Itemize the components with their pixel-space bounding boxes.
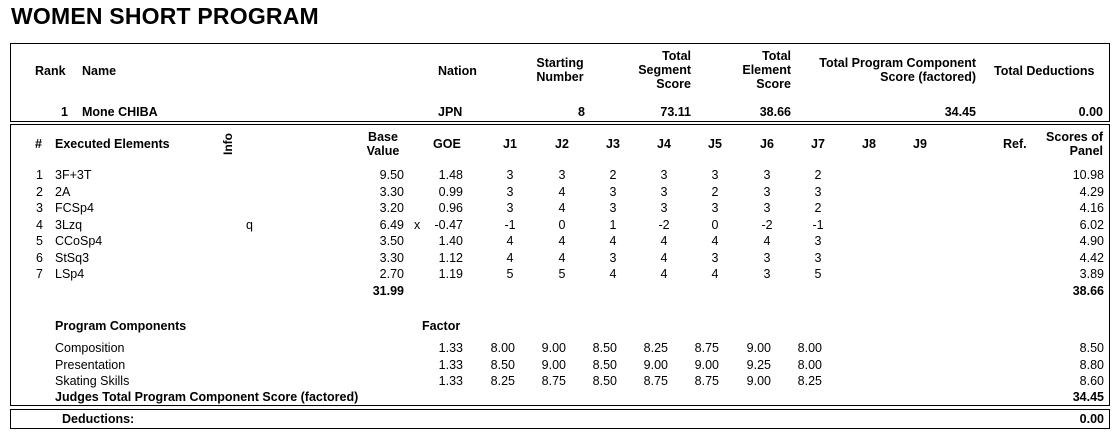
page-title: WOMEN SHORT PROGRAM (11, 3, 319, 29)
element-judge-score: 3 (814, 184, 822, 199)
component-judge-score: 9.00 (746, 374, 771, 388)
header-judge-4: J4 (657, 137, 671, 151)
component-judge-score: 8.00 (797, 341, 822, 355)
header-starting-number-line1: Starting (536, 56, 584, 70)
components-total-label: Judges Total Program Component Score (factored) (55, 390, 359, 404)
element-judge-score: 3 (506, 201, 514, 215)
element-goe: 1.48 (438, 168, 463, 182)
component-judge-score: 8.75 (643, 374, 668, 388)
element-judge-score: 4 (558, 234, 566, 248)
header-info: Info (221, 133, 235, 155)
element-num: 2 (36, 184, 43, 199)
element-judge-score: 3 (609, 184, 617, 199)
header-tss-line2: Segment (638, 63, 691, 77)
element-judge-score: 3 (711, 201, 719, 215)
element-num: 4 (36, 217, 43, 232)
header-tss-line1: Total (662, 49, 691, 63)
header-total-pcs (800, 56, 976, 84)
deductions-box (10, 409, 1110, 429)
element-judge-score: 4 (558, 184, 566, 199)
component-judge-score: 9.25 (746, 357, 771, 372)
element-judge-score: 4 (660, 234, 668, 248)
element-name: LSp4 (55, 267, 85, 281)
element-base-value: 3.30 (379, 250, 404, 265)
element-judge-score: 3 (660, 168, 668, 182)
component-name: Skating Skills (55, 374, 130, 388)
element-judge-score: 3 (558, 168, 566, 182)
header-tes-line3: Score (756, 77, 791, 91)
skater-total-segment-score: 73.11 (660, 105, 691, 119)
skater-total-element-score: 38.66 (759, 105, 791, 119)
header-tes-line2: Element (742, 63, 791, 77)
element-judge-score: -1 (812, 217, 824, 232)
element-num: 3 (36, 201, 43, 215)
element-judge-score: 4 (711, 234, 719, 248)
element-judge-score: 3 (609, 250, 617, 265)
header-judge-1: J1 (503, 137, 517, 151)
element-num: 6 (36, 250, 43, 265)
element-judge-score: 3 (763, 168, 771, 182)
deductions-label: Deductions: (62, 412, 135, 426)
skater-starting-number: 8 (578, 105, 585, 119)
elements-total-score: 38.66 (1072, 284, 1104, 298)
skater-total-pcs: 34.45 (944, 105, 976, 119)
header-ref: Ref. (1003, 137, 1027, 151)
element-goe: 0.99 (438, 184, 463, 199)
element-num: 5 (36, 234, 43, 248)
element-judge-score: 4 (609, 234, 617, 248)
element-name: 3Lzq (55, 217, 83, 232)
element-panel-score: 6.02 (1079, 217, 1104, 232)
header-total-element-score (720, 49, 791, 91)
element-judge-score: 4 (609, 267, 617, 281)
header-total-segment-score (620, 49, 691, 91)
skater-rank: 1 (61, 105, 68, 119)
element-judge-score: 3 (814, 234, 822, 248)
element-judge-score: 3 (814, 250, 822, 265)
element-panel-score: 4.42 (1079, 250, 1104, 265)
element-judge-score: 3 (660, 201, 668, 215)
header-starting-number (528, 56, 592, 84)
element-judge-score: 4 (660, 250, 668, 265)
element-judge-score: 3 (763, 267, 771, 281)
component-judge-score: 8.00 (490, 341, 515, 355)
header-scores-of-panel (1025, 130, 1103, 158)
component-judge-score: 8.50 (592, 374, 617, 388)
element-judge-score: 3 (506, 168, 514, 182)
header-base-line2: Value (366, 144, 400, 158)
component-panel-score: 8.80 (1079, 357, 1104, 372)
header-pcs-line2: Score (factored) (880, 70, 976, 84)
header-base-value (360, 130, 406, 158)
component-judge-score: 8.50 (592, 357, 617, 372)
element-name: 2A (55, 184, 71, 199)
element-judge-score: 4 (763, 234, 771, 248)
header-starting-number-line2: Number (536, 70, 584, 84)
header-tss-line3: Score (656, 77, 691, 91)
element-judge-score: 4 (506, 234, 514, 248)
element-judge-score: 2 (609, 168, 617, 182)
elements-total-base: 31.99 (372, 284, 404, 298)
header-judge-3: J3 (606, 137, 620, 151)
element-goe: 0.96 (438, 201, 463, 215)
element-judge-score: 2 (814, 168, 822, 182)
header-nation: Nation (438, 64, 477, 78)
component-judge-score: 8.50 (490, 357, 515, 372)
element-goe: 1.12 (438, 250, 463, 265)
element-judge-score: 0 (711, 217, 719, 232)
element-judge-score: 5 (506, 267, 514, 281)
component-factor: 1.33 (438, 357, 463, 372)
element-judge-score: 4 (660, 267, 668, 281)
component-name: Composition (55, 341, 125, 355)
element-base-value: 6.49 (379, 217, 404, 232)
element-name: FCSp4 (55, 201, 94, 215)
element-bonus-mark: x (414, 217, 421, 232)
element-judge-score: 2 (814, 201, 822, 215)
component-factor: 1.33 (438, 374, 463, 388)
element-judge-score: 3 (763, 201, 771, 215)
element-judge-score: 4 (558, 201, 566, 215)
component-judge-score: 9.00 (643, 357, 668, 372)
component-judge-score: 9.00 (541, 357, 566, 372)
element-judge-score: 3 (711, 250, 719, 265)
element-panel-score: 4.90 (1079, 234, 1104, 248)
element-judge-score: -1 (504, 217, 516, 232)
skater-nation: JPN (438, 105, 463, 119)
header-total-deductions: Total Deductions (994, 64, 1095, 78)
element-judge-score: 3 (763, 184, 771, 199)
component-judge-score: 8.75 (694, 374, 719, 388)
components-total: 34.45 (1072, 390, 1104, 404)
element-judge-score: 5 (558, 267, 566, 281)
header-name: Name (82, 64, 117, 78)
component-judge-score: 8.25 (643, 341, 668, 355)
component-judge-score: 8.75 (694, 341, 719, 355)
component-panel-score: 8.50 (1079, 341, 1104, 355)
element-judge-score: -2 (658, 217, 670, 232)
element-judge-score: 1 (609, 217, 617, 232)
header-pcs-line1: Total Program Component (819, 56, 976, 70)
header-judge-7: J7 (811, 137, 825, 151)
element-judge-score: 5 (814, 267, 822, 281)
element-num: 1 (36, 168, 43, 182)
element-judge-score: 3 (711, 168, 719, 182)
element-panel-score: 4.29 (1079, 184, 1104, 199)
header-judge-8: J8 (862, 137, 876, 151)
header-tes-line1: Total (762, 49, 791, 63)
component-judge-score: 9.00 (541, 341, 566, 355)
element-goe: 1.19 (438, 267, 463, 281)
skater-total-deductions: 0.00 (1078, 105, 1103, 119)
element-judge-score: 2 (711, 184, 719, 199)
components-factor-label: Factor (422, 319, 461, 333)
header-base-line1: Base (368, 130, 398, 144)
element-judge-score: 4 (506, 250, 514, 265)
element-judge-score: 3 (763, 250, 771, 265)
header-judge-5: J5 (708, 137, 722, 151)
component-judge-score: 8.25 (797, 374, 822, 388)
element-base-value: 2.70 (379, 267, 404, 281)
header-sop-line1: Scores of (1046, 130, 1103, 144)
element-base-value: 3.30 (379, 184, 404, 199)
element-base-value: 3.50 (379, 234, 404, 248)
component-judge-score: 9.00 (694, 357, 719, 372)
component-judge-score: 8.75 (541, 374, 566, 388)
element-goe: 1.40 (438, 234, 463, 248)
header-executed-elements: Executed Elements (55, 137, 170, 151)
element-judge-score: 3 (506, 184, 514, 199)
element-judge-score: 3 (609, 201, 617, 215)
header-sop-line2: Panel (1069, 144, 1103, 158)
element-judge-score: -2 (761, 217, 773, 232)
element-panel-score: 4.16 (1079, 201, 1104, 215)
element-base-value: 9.50 (379, 168, 404, 182)
element-name: StSq3 (55, 250, 90, 265)
element-name: CCoSp4 (55, 234, 103, 248)
element-panel-score: 10.98 (1072, 168, 1104, 182)
element-judge-score: 3 (660, 184, 668, 199)
element-panel-score: 3.89 (1079, 267, 1104, 281)
component-judge-score: 8.50 (592, 341, 617, 355)
element-info: q (246, 217, 253, 232)
element-name: 3F+3T (55, 168, 92, 182)
component-judge-score: 9.00 (746, 341, 771, 355)
deductions-value: 0.00 (1079, 412, 1104, 426)
header-judge-2: J2 (555, 137, 569, 151)
header-judge-9: J9 (913, 137, 927, 151)
components-heading: Program Components (55, 319, 187, 333)
element-judge-score: 0 (558, 217, 566, 232)
element-base-value: 3.20 (379, 201, 404, 215)
header-element-num: # (35, 137, 42, 151)
header-judge-6: J6 (760, 137, 774, 151)
element-goe: -0.47 (434, 217, 463, 232)
element-judge-score: 4 (711, 267, 719, 281)
header-rank: Rank (35, 64, 66, 78)
skater-name: Mone CHIBA (82, 105, 158, 119)
element-judge-score: 4 (558, 250, 566, 265)
header-goe: GOE (433, 137, 461, 151)
component-judge-score: 8.00 (797, 357, 822, 372)
component-factor: 1.33 (438, 341, 463, 355)
component-name: Presentation (55, 357, 126, 372)
element-num: 7 (36, 267, 43, 281)
component-panel-score: 8.60 (1079, 374, 1104, 388)
component-judge-score: 8.25 (490, 374, 515, 388)
